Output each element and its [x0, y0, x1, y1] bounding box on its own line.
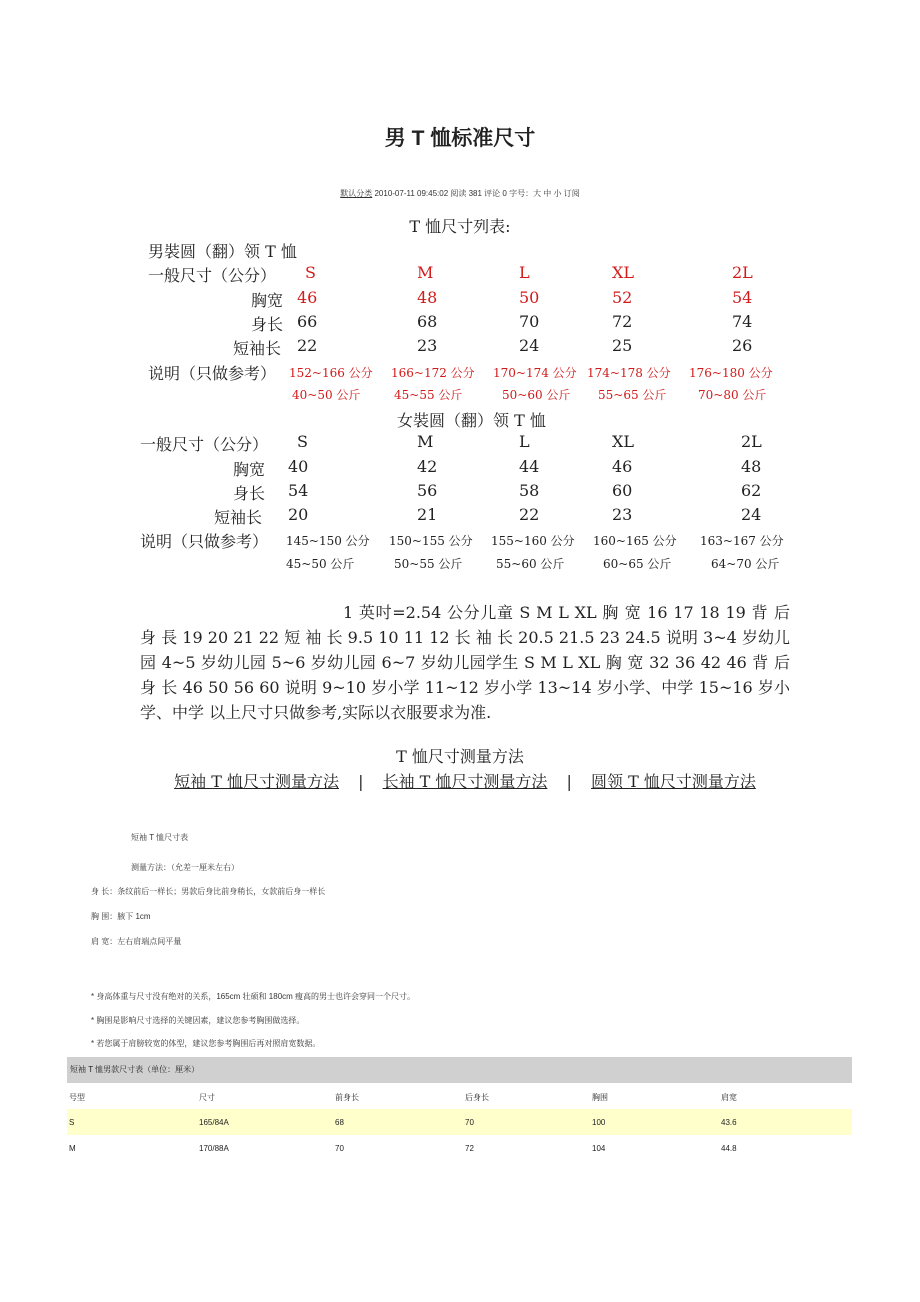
men-length-xl: 72 — [612, 312, 633, 331]
men-chest-xl: 52 — [612, 288, 633, 307]
women-length-xl: 60 — [612, 481, 633, 500]
men-note-label: 说明（只做参考） — [148, 364, 277, 383]
women-chest-s: 40 — [288, 457, 309, 476]
women-size-label: 一般尺寸（公分） — [140, 435, 269, 454]
men-sleeve-l: 24 — [519, 336, 540, 355]
category-link[interactable]: 默认分类 — [340, 189, 373, 198]
measure-title: T 恤尺寸测量方法 — [396, 747, 524, 766]
method-line-chest: 胸 围：腋下 1cm — [91, 912, 151, 921]
men-size-l: L — [519, 263, 530, 282]
tip-3: * 若您属于肩膀较宽的体型，建议您参考胸围后再对照肩宽数据。 — [91, 1039, 321, 1048]
women-size-l: L — [519, 432, 530, 451]
table-row — [67, 1109, 852, 1135]
women-weight-2l: 64~70 公斤 — [711, 557, 780, 571]
men-weight-s: 40~50 公斤 — [292, 388, 361, 402]
women-weight-m: 50~55 公斤 — [394, 557, 463, 571]
table-cell: 44.8 — [721, 1144, 737, 1153]
kids-size-paragraph: 1 英吋=2.54 公分儿童 S M L XL 胸 宽 16 17 18 19 背 后 身 長 19 20 21 22 短 袖 长 9.5 10 11 12 长 袖 长 20.5 21.5 23 24.5 说明 3~4 岁幼儿园 4~5 岁幼儿园 5~6 岁幼儿园 6~7 岁幼儿园学生 S M L XL 胸 宽 32 36 42 46 背 后 身 长 46 50 56 60 说明 9~10 岁小学 11~12 岁小学 13~14 岁小学、中学 15~16 岁小学、中学 以上尺寸只做参考,实际以衣服要求为准. — [140, 603, 790, 722]
method-label: 测量方法：（允差一厘米左右） — [131, 863, 239, 872]
women-sleeve-l: 22 — [519, 505, 540, 524]
men-height-2l: 176~180 公分 — [689, 366, 773, 380]
women-size-2l: 2L — [741, 432, 762, 451]
long-sleeve-measure-link[interactable]: 长袖 T 恤尺寸测量方法 — [382, 772, 548, 791]
men-length-s: 66 — [297, 312, 318, 331]
men-weight-l: 50~60 公斤 — [502, 388, 571, 402]
women-sleeve-label: 短袖长 — [214, 508, 263, 527]
men-sleeve-s: 22 — [297, 336, 318, 355]
women-chest-label: 胸宽 — [233, 460, 266, 479]
men-height-m: 166~172 公分 — [391, 366, 475, 380]
men-size-m: M — [417, 263, 434, 282]
women-height-xl: 160~165 公分 — [593, 534, 677, 548]
method-line-shoulder: 肩 宽：左右肩端点间平量 — [91, 937, 182, 946]
men-weight-2l: 70~80 公斤 — [698, 388, 767, 402]
tip-2: * 胸围是影响尺寸选择的关键因素，建议您参考胸围做选择。 — [91, 1016, 305, 1025]
men-length-2l: 74 — [732, 312, 753, 331]
women-height-s: 145~150 公分 — [286, 534, 370, 548]
men-height-xl: 174~178 公分 — [587, 366, 671, 380]
table-cell: 70 — [335, 1144, 344, 1153]
table-cell: 68 — [335, 1118, 344, 1127]
size-list-title: T 恤尺寸列表: — [409, 217, 511, 236]
table-cell: 165/84A — [199, 1118, 229, 1127]
size-table-header-row — [67, 1083, 852, 1109]
post-meta — [0, 188, 920, 199]
link-separator: | — [358, 772, 364, 791]
short-sleeve-table-label: 短袖 T 恤尺寸表 — [131, 833, 189, 842]
women-length-m: 56 — [417, 481, 438, 500]
men-chest-m: 48 — [417, 288, 438, 307]
header-cell: 号型 — [69, 1093, 85, 1102]
table-cell: 100 — [592, 1118, 606, 1127]
men-sleeve-m: 23 — [417, 336, 438, 355]
women-weight-xl: 60~65 公斤 — [603, 557, 672, 571]
women-height-m: 150~155 公分 — [389, 534, 473, 548]
header-cell: 前身长 — [335, 1093, 359, 1102]
men-size-xl: XL — [612, 263, 635, 282]
men-chest-2l: 54 — [732, 288, 753, 307]
method-line-length: 身 长：条纹前后一样长；男款后身比前身稍长，女款前后身一样长 — [91, 887, 326, 896]
size-table — [67, 1057, 852, 1161]
men-chest-l: 50 — [519, 288, 540, 307]
men-sleeve-xl: 25 — [612, 336, 633, 355]
men-height-s: 152~166 公分 — [289, 366, 373, 380]
men-length-m: 68 — [417, 312, 438, 331]
men-sleeve-2l: 26 — [732, 336, 753, 355]
women-length-label: 身长 — [233, 484, 266, 503]
measure-links — [140, 769, 790, 794]
women-sleeve-xl: 23 — [612, 505, 633, 524]
women-note-label: 说明（只做参考） — [140, 532, 269, 551]
table-cell: M — [69, 1144, 76, 1153]
table-row — [67, 1135, 852, 1161]
men-chest-s: 46 — [297, 288, 318, 307]
round-neck-measure-link[interactable]: 圆领 T 恤尺寸测量方法 — [591, 772, 756, 791]
women-weight-s: 45~50 公斤 — [286, 557, 355, 571]
women-height-l: 155~160 公分 — [491, 534, 575, 548]
size-table-caption: 短袖 T 恤男款尺寸表（单位：厘米） — [67, 1057, 852, 1083]
men-size-label: 一般尺寸（公分） — [148, 266, 277, 285]
post-info: 2010-07-11 09:45:02 阅读 381 评论 0 字号：大 中 小 订阅 — [374, 189, 580, 198]
table-cell: 72 — [465, 1144, 474, 1153]
women-length-s: 54 — [288, 481, 309, 500]
table-cell: 43.6 — [721, 1118, 737, 1127]
women-chest-2l: 48 — [741, 457, 762, 476]
women-size-m: M — [417, 432, 434, 451]
men-chest-label: 胸宽 — [251, 291, 284, 310]
women-chest-l: 44 — [519, 457, 540, 476]
men-height-l: 170~174 公分 — [493, 366, 577, 380]
link-separator: | — [566, 772, 572, 791]
header-cell: 后身长 — [465, 1093, 489, 1102]
women-size-s: S — [297, 432, 308, 451]
table-cell: 104 — [592, 1144, 606, 1153]
women-height-2l: 163~167 公分 — [700, 534, 784, 548]
men-size-s: S — [305, 263, 316, 282]
men-length-l: 70 — [519, 312, 540, 331]
women-sleeve-s: 20 — [288, 505, 309, 524]
men-sleeve-label: 短袖长 — [233, 339, 282, 358]
women-sleeve-2l: 24 — [741, 505, 762, 524]
women-length-2l: 62 — [741, 481, 762, 500]
women-weight-l: 55~60 公斤 — [496, 557, 565, 571]
women-chest-xl: 46 — [612, 457, 633, 476]
women-chest-m: 42 — [417, 457, 438, 476]
men-weight-m: 45~55 公斤 — [394, 388, 463, 402]
short-sleeve-measure-link[interactable]: 短袖 T 恤尺寸测量方法 — [174, 772, 339, 791]
men-weight-xl: 55~65 公斤 — [598, 388, 667, 402]
men-heading: 男裝圆（翻）领 T 恤 — [148, 242, 297, 261]
women-size-xl: XL — [612, 432, 635, 451]
table-cell: 70 — [465, 1118, 474, 1127]
tip-1: * 身高体重与尺寸没有绝对的关系，165cm 壮硕和 180cm 瘦高的男士也许会穿同一个尺寸。 — [91, 992, 416, 1001]
men-size-2l: 2L — [732, 263, 753, 282]
header-cell: 尺寸 — [199, 1093, 215, 1102]
women-sleeve-m: 21 — [417, 505, 438, 524]
header-cell: 肩宽 — [721, 1093, 737, 1102]
page-title: 男 T 恤标准尺寸 — [384, 127, 536, 150]
women-heading: 女裝圆（翻）领 T 恤 — [397, 411, 546, 430]
men-length-label: 身长 — [251, 315, 284, 334]
header-cell: 胸围 — [592, 1093, 608, 1102]
women-length-l: 58 — [519, 481, 540, 500]
table-cell: 170/88A — [199, 1144, 229, 1153]
table-cell: S — [69, 1118, 75, 1127]
